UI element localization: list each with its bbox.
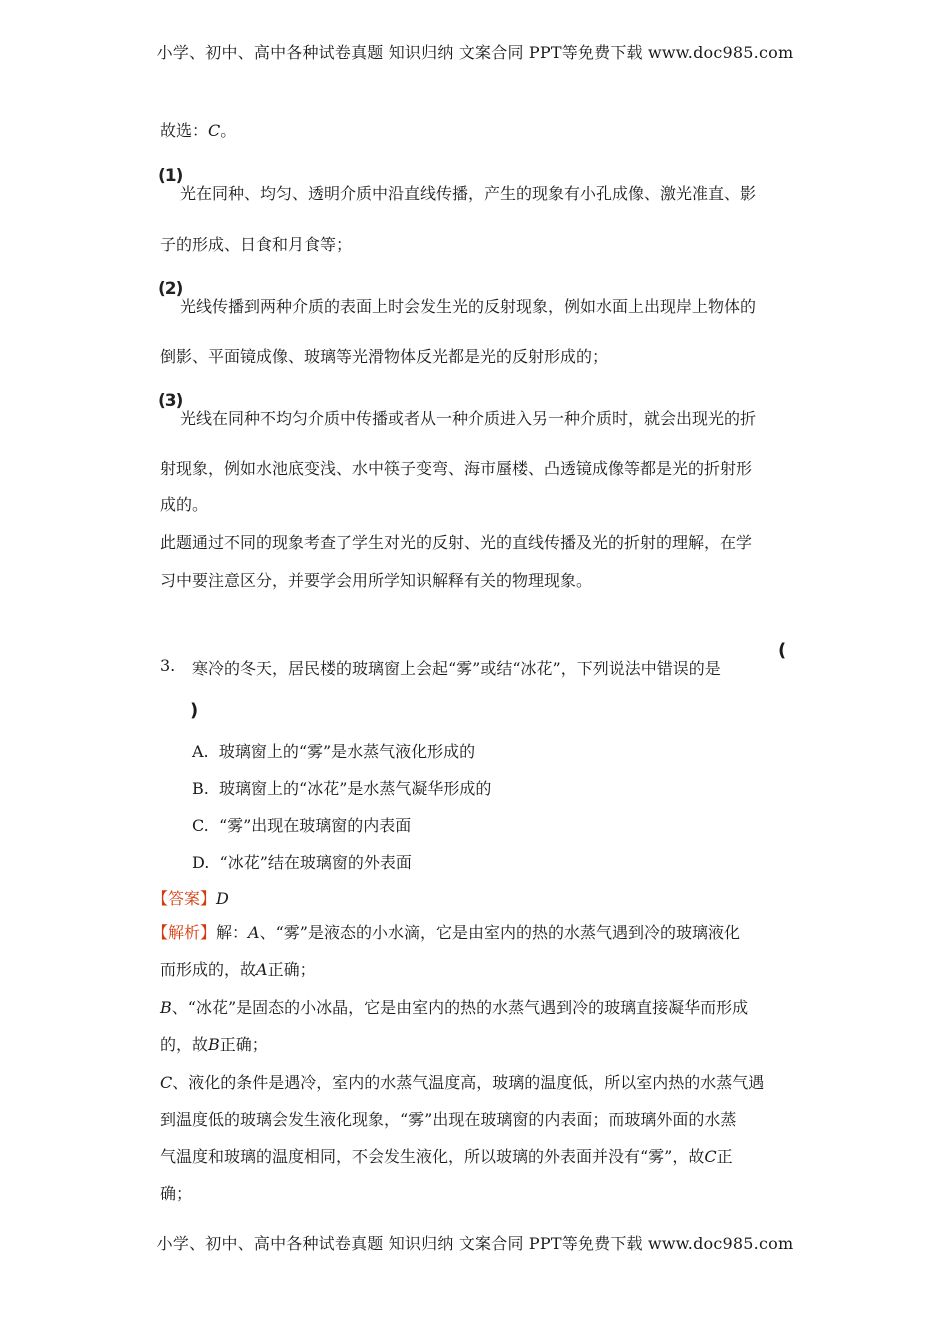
page-header: 小学、初中、高中各种试卷真题 知识归纳 文案合同 PPT等免费下载 www.doc985.com [156, 43, 794, 62]
analysis-b2-rest: 正确； [219, 1035, 268, 1054]
analysis-c3-pre: 气温度和玻璃的温度相同，不会发生液化，所以玻璃的外表面并没有“雾”，故 [160, 1147, 705, 1166]
option-a-text: 玻璃窗上的“雾”是水蒸气液化形成的 [218, 742, 476, 761]
analysis-line-8: 确； [160, 1184, 193, 1203]
option-b-label: B. [192, 779, 209, 798]
analysis-b1-letter: B [160, 998, 172, 1017]
option-d [192, 850, 412, 873]
analysis-line-2 [160, 957, 316, 980]
option-c-label: C. [192, 816, 209, 835]
analysis-a2-pre: 而形成的，故 [160, 960, 257, 979]
previous-answer-suffix: 。 [220, 121, 237, 140]
question-close-paren: ) [190, 700, 199, 721]
point-1-line-1: 光在同种、均匀、透明介质中沿直线传播，产生的现象有小孔成像、激光准直、影 [180, 184, 757, 203]
point-3-line-2: 射现象，例如水池底变浅、水中筷子变弯、海市蜃楼、凸透镜成像等都是光的折射形 [160, 459, 753, 478]
point-1-number: (1) [158, 166, 183, 186]
point-2-number: (2) [158, 279, 183, 299]
previous-answer [160, 118, 236, 141]
option-a-label: A. [192, 742, 209, 761]
answer [152, 886, 229, 909]
analysis-line-1 [152, 920, 740, 943]
analysis-a1-letter: A [248, 923, 260, 942]
analysis-b2-letter: B [208, 1035, 220, 1054]
analysis-b1-rest: 、“冰花”是固态的小冰晶，它是由室内的热的水蒸气遇到冷的玻璃直接凝华而形成 [171, 998, 749, 1017]
question-open-paren: ( [778, 640, 787, 661]
option-c-text: “雾”出现在玻璃窗的内表面 [218, 816, 412, 835]
option-a [192, 739, 475, 762]
option-c [192, 813, 411, 836]
point-1-line-2: 子的形成、日食和月食等； [160, 235, 353, 254]
option-d-label: D. [192, 853, 210, 872]
summary-line-2: 习中要注意区分，并要学会用所学知识解释有关的物理现象。 [160, 571, 593, 590]
point-2-line-2: 倒影、平面镜成像、玻璃等光滑物体反光都是光的反射形成的； [160, 347, 609, 366]
point-3-line-3: 成的。 [160, 495, 209, 514]
analysis-line-4 [160, 1032, 268, 1055]
page-footer: 小学、初中、高中各种试卷真题 知识归纳 文案合同 PPT等免费下载 www.doc985.com [156, 1234, 794, 1253]
point-2-line-1: 光线传播到两种介质的表面上时会发生光的反射现象，例如水面上出现岸上物体的 [180, 297, 757, 316]
analysis-line-7 [160, 1144, 733, 1167]
analysis-c1-letter: C [160, 1073, 173, 1092]
analysis-a1-rest: 、“雾”是液态的小水滴，它是由室内的热的水蒸气遇到冷的玻璃液化 [259, 923, 740, 942]
previous-answer-choice: C [208, 121, 221, 140]
question-number: 3. [160, 656, 176, 675]
question-stem: 寒冷的冬天，居民楼的玻璃窗上会起“雾”或结“冰花”，下列说法中错误的是 [192, 659, 721, 678]
analysis-line-6: 到温度低的玻璃会发生液化现象，“雾”出现在玻璃窗的内表面；而玻璃外面的水蒸 [160, 1110, 737, 1129]
answer-value: D [216, 889, 229, 908]
option-d-text: “冰花”结在玻璃窗的外表面 [219, 853, 412, 872]
analysis-a2-letter: A [256, 960, 268, 979]
summary-line-1: 此题通过不同的现象考查了学生对光的反射、光的直线传播及光的折射的理解，在学 [160, 533, 753, 552]
previous-answer-prefix: 故选： [160, 121, 209, 140]
option-b-text: 玻璃窗上的“冰花”是水蒸气凝华形成的 [219, 779, 492, 798]
analysis-line-3 [160, 995, 748, 1018]
analysis-c3-letter: C [704, 1147, 717, 1166]
point-3-line-1: 光线在同种不均匀介质中传播或者从一种介质进入另一种介质时，就会出现光的折 [180, 409, 757, 428]
analysis-b2-pre: 的，故 [160, 1035, 209, 1054]
analysis-c1-rest: 、液化的条件是遇冷，室内的水蒸气温度高，玻璃的温度低，所以室内热的水蒸气遇 [172, 1073, 765, 1092]
analysis-tag: 【解析】 [152, 923, 217, 942]
point-3-number: (3) [158, 391, 183, 411]
analysis-line-5 [160, 1070, 764, 1093]
option-b [192, 776, 491, 799]
analysis-a1-pre: 解： [216, 923, 249, 942]
analysis-a2-rest: 正确； [267, 960, 316, 979]
answer-tag: 【答案】 [152, 889, 217, 908]
analysis-c3-rest: 正 [716, 1147, 733, 1166]
